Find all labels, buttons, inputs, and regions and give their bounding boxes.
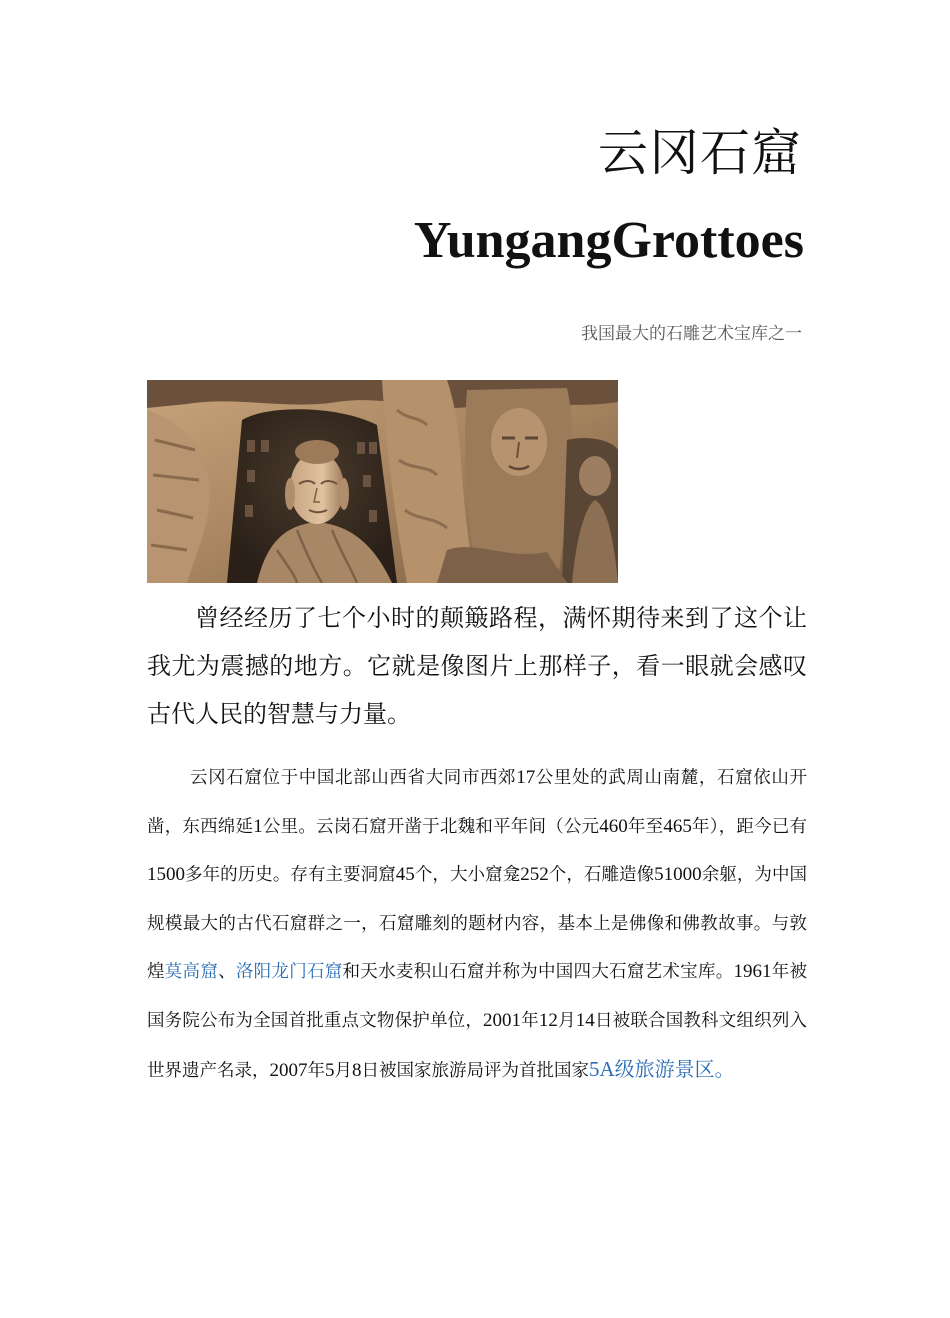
body-text: 年），距今已有 <box>691 816 808 837</box>
body-text: 个，大小窟龛 <box>414 865 521 885</box>
body-text: 公里。云岗石窟开凿于北魏和平年间（公元 <box>262 816 600 837</box>
body-text: 年 <box>307 1061 325 1081</box>
body-number: 252 <box>520 864 549 885</box>
body-text: 年被国务院公布为全国首批重点文物保护单位， <box>147 962 808 1031</box>
body-number: 2001 <box>483 1009 522 1031</box>
buddha-statue-photo <box>147 380 618 583</box>
link-5a-scenic-area[interactable] <box>589 1057 735 1081</box>
body-number: 5 <box>325 1060 335 1081</box>
body-text: 日被联合国教科文组织列入世界遗产名录， <box>147 1010 808 1081</box>
body-text: 年 <box>521 1010 539 1031</box>
body-number: 45 <box>395 864 415 885</box>
page-title-chinese: 云冈石窟 <box>598 124 802 182</box>
intro-paragraph: 曾经经历了七个小时的颠簸路程，满怀期待来到了这个让我尤为震撼的地方。它就是像图片上那样子，看一眼就会感叹古代人民的智慧与力量。 <box>147 604 807 728</box>
body-number: 460 <box>599 815 628 837</box>
body-number: 1500 <box>147 864 185 885</box>
body-text: 余躯，为中国规模最大的古代石窟群之一，石窟雕刻的题材内容，基本上是佛像和佛教故事。与敦煌 <box>147 865 808 982</box>
body-paragraph <box>147 754 807 1096</box>
body-number: 12 <box>538 1009 558 1031</box>
body-text: 月 <box>334 1061 352 1081</box>
page-subtitle: 我国最大的石雕艺术宝库之一 <box>581 324 802 344</box>
body-number: 2007 <box>269 1060 308 1081</box>
body-text: 日被国家旅游局评为首批国家 <box>361 1061 589 1081</box>
body-text: 和天水麦积山石窟并称为中国四大石窟艺术宝库。 <box>342 962 734 982</box>
link-mogao-caves[interactable]: 莫高窟 <box>164 962 219 982</box>
body-number: 14 <box>575 1009 595 1031</box>
body-text: 多年的历史。存有主要洞窟 <box>185 865 396 885</box>
body-number: 1961 <box>733 961 772 982</box>
body-number: 465 <box>663 815 692 837</box>
body-text: 云冈石窟位于中国北部山西省大同市西郊 <box>190 768 517 788</box>
body-number: 8 <box>352 1060 362 1081</box>
body-text: 年至 <box>627 816 664 837</box>
link-longmen-grottoes[interactable]: 洛阳龙门石窟 <box>235 962 343 982</box>
body-text: 、 <box>218 962 236 982</box>
body-text: 公里处的武周山南麓，石窟依山开凿，东西绵延 <box>147 768 808 837</box>
body-number: 17 <box>516 767 536 788</box>
page-title-english: YungangGrottoes <box>413 212 804 269</box>
link-5a-number: 5A <box>589 1057 615 1081</box>
body-text: 月 <box>557 1010 576 1031</box>
body-number: 51000 <box>654 864 702 885</box>
buddha-statue-icon <box>147 380 618 583</box>
body-text: 个，石雕造像 <box>548 865 655 885</box>
link-5a-text: 级旅游景区。 <box>614 1057 735 1081</box>
body-number: 1 <box>253 815 263 837</box>
